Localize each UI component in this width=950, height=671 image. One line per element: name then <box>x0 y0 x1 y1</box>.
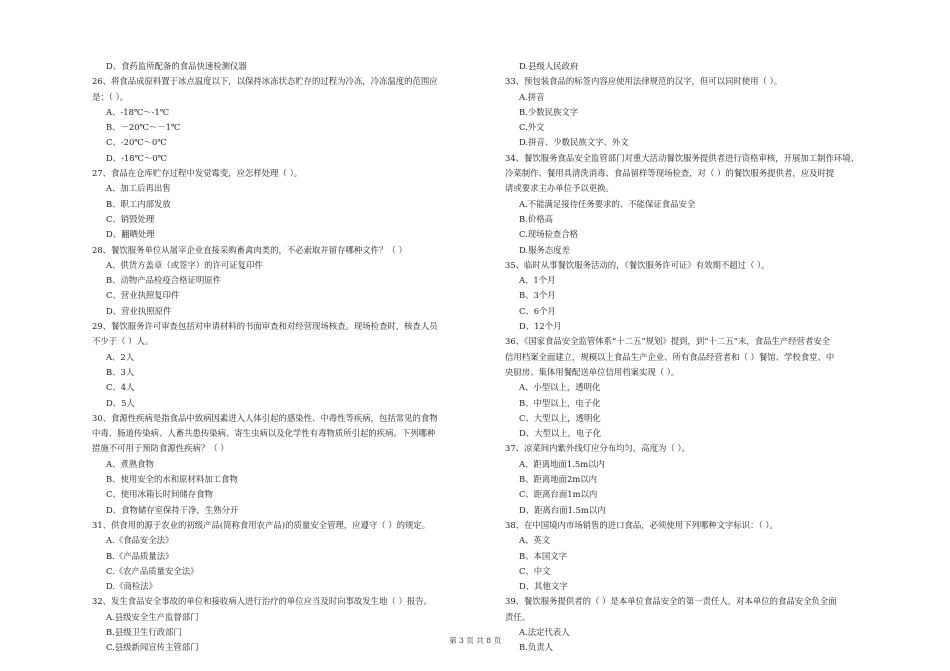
answer-option: C.县级新闻宣传主管部门 <box>106 642 199 653</box>
answer-option: A、小型以上，透明化 <box>519 382 601 393</box>
answer-option: B.县级卫生行政部门 <box>106 626 182 637</box>
answer-option: B.价格高 <box>519 213 553 224</box>
answer-option: D、12个月 <box>519 321 562 332</box>
answer-option: B、职工内部发放 <box>106 198 171 209</box>
answer-option: D、-18℃～0℃ <box>106 152 168 163</box>
answer-option: C、中文 <box>519 565 551 576</box>
answer-option: C.现场检查合格 <box>519 229 579 240</box>
question-text: 35、临时从事餐饮服务活动的，《餐饮服务许可证》有效期不超过（ ）。 <box>505 259 770 270</box>
answer-option: D、5人 <box>106 397 135 408</box>
answer-option: B、3人 <box>106 366 135 377</box>
question-text: 39、餐饮服务提供者的（ ）是本单位食品安全的第一责任人，对本单位的食品安全负全面 <box>505 596 837 607</box>
answer-option: B、本国文字 <box>519 550 568 561</box>
question-text: 32、发生食品安全事故的单位和接收病人进行治疗的单位应当及时向事故发生地（ ）报告。 <box>92 596 432 607</box>
answer-option: C、4人 <box>106 382 135 393</box>
question-text: 是：（ ）。 <box>92 91 129 102</box>
answer-option: C、距离台面1m以内 <box>519 489 598 500</box>
answer-option: C、大型以上，透明化 <box>519 412 601 423</box>
answer-option: B、距离地面2m以内 <box>519 474 598 485</box>
answer-option: C.《农产品质量安全法》 <box>106 565 199 576</box>
answer-option: A.县级安全生产监督部门 <box>106 611 199 622</box>
answer-option: C、营业执照复印件 <box>106 290 180 301</box>
question-text: 中毒、肠道传染病、人畜共患传染病、寄生虫病以及化学性有毒物质所引起的疾病。下列哪种 <box>92 428 436 439</box>
answer-option: A、煮熟食物 <box>106 458 154 469</box>
answer-option: B、动物产品检疫合格证明原件 <box>106 275 222 286</box>
answer-option: D.县级人民政府 <box>519 61 579 71</box>
question-text: 29、餐饮服务许可审查包括对申请材料的书面审查和对经营现场核查。现场检查时，核查人员 <box>92 321 438 332</box>
answer-option: D、食药监所配备的食品快速检测仪器 <box>106 61 247 71</box>
question-text: 37、凉菜间内紫外线灯应分布均匀，高度为（ ）。 <box>505 443 690 454</box>
answer-option: A、1个月 <box>519 275 556 286</box>
answer-option: D、大型以上，电子化 <box>519 428 602 439</box>
question-text: 冷菜制作、餐用具清洗消毒、食品留样等现场检查，对（ ）的餐饮服务提供者，应及时提 <box>505 168 835 179</box>
answer-option: A.不能满足接待任务要求的、不能保证食品安全 <box>519 198 696 209</box>
answer-option: C、使用冰箱长时间储存食物 <box>106 489 213 500</box>
question-text: 34、餐饮服务食品安全监管部门对重大活动餐饮服务提供者进行资格审核，开展加工制作环境、 <box>505 152 860 163</box>
answer-option: C.外文 <box>519 122 545 133</box>
answer-option: A、加工后再出售 <box>106 183 171 194</box>
question-text: 信用档案全面建立，规模以上食品生产企业、所有食品经营者和（ ）餐馆、学校食堂、中 <box>505 351 835 362</box>
answer-option: A.《食品安全法》 <box>106 535 174 546</box>
answer-option: B、使用安全的水和原材料加工食物 <box>106 474 238 485</box>
answer-option: A、英文 <box>519 535 551 546</box>
answer-option: C、-20℃～0℃ <box>106 137 167 148</box>
answer-option: C、销毁处理 <box>106 213 155 224</box>
question-text: 27、食品在仓库贮存过程中发觉霉变，应怎样处理（ ）。 <box>92 168 303 179</box>
question-text: 36、《国家食品安全监管体系“十二五”规划》提到，到“十二五”末，食品生产经营者安全 <box>505 336 831 347</box>
answer-option: C、6个月 <box>519 305 556 316</box>
answer-option: A、-18℃～-1℃ <box>106 106 170 117</box>
answer-option: D、距离台面1.5m以内 <box>519 504 606 515</box>
answer-option: D.拼音、少数民族文字、外文 <box>519 137 629 148</box>
answer-option: B、－20℃～－1℃ <box>106 122 181 133</box>
answer-option: D、其他文字 <box>519 581 568 592</box>
question-text: 责任。 <box>505 611 531 622</box>
question-text: 26、将食品成原料置于冰点温度以下，以保持冰冻状态贮存的过程为冷冻，冷冻温度的范围应 <box>92 76 438 87</box>
answer-option: D、翻晒处理 <box>106 229 155 240</box>
answer-option: D.《商检法》 <box>106 581 157 592</box>
answer-option: A、供货方盖章（或签字）的许可证复印件 <box>106 259 263 270</box>
question-text: 请或要求主办单位予以更换。 <box>505 183 614 194</box>
answer-option: A、2人 <box>106 351 135 362</box>
answer-option: B、3个月 <box>519 290 556 301</box>
answer-option: B.《产品质量法》 <box>106 550 174 561</box>
page-footer: 第 3 页 共 8 页 <box>448 636 502 645</box>
answer-option: B.少数民族文字 <box>519 106 579 117</box>
answer-option: A.法定代表人 <box>519 626 570 637</box>
question-text: 措施不可用于预防食源性疾病？（ ） <box>92 443 229 454</box>
answer-option: D.服务态度差 <box>519 244 570 255</box>
question-text: 38、在中国境内市场销售的进口食品，必须使用下列哪种文字标识：（ ）。 <box>505 519 778 530</box>
question-text: 30、食源性疾病是指食品中致病因素进入人体引起的感染性、中毒性等疾病，包括常见的食物 <box>92 412 438 423</box>
question-text: 不少于（ ）人。 <box>92 336 154 347</box>
answer-option: B.负责人 <box>519 642 553 653</box>
left-column <box>92 59 486 656</box>
question-text: 28、餐饮服务单位从屠宰企业直接采购畜禽肉类的，不必索取并留存哪种文件？（ ） <box>92 244 407 255</box>
answer-option: B、中型以上，电子化 <box>519 397 601 408</box>
question-text: 33、预包装食品的标签内容应使用法律规范的汉字，但可以同时使用（ ）。 <box>505 76 783 87</box>
answer-option: D、营业执照原件 <box>106 305 172 316</box>
question-text: 31、供食用的源于农业的初级产品(简称食用农产品)的质量安全管理，应遵守（ ）的规定。 <box>92 519 431 530</box>
right-column <box>505 59 905 656</box>
answer-option: D、食物储存室保持干净，生熟分开 <box>106 504 239 515</box>
answer-option: A、距离地面1.5m以内 <box>519 458 605 469</box>
answer-option: A.拼音 <box>519 91 545 102</box>
question-text: 央厨房、集体用餐配送单位信用档案实现（ ）。 <box>505 366 680 377</box>
